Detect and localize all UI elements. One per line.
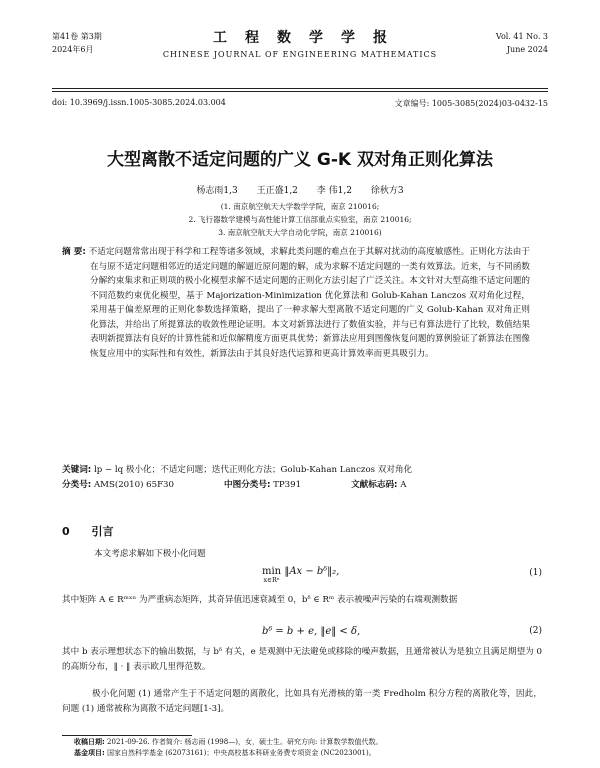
msc-class — [62, 478, 174, 490]
section-number: 0 — [62, 525, 70, 538]
fund-text: 国家自然科学基金 (62073161)；中央高校基本科研业务费专项资金 (NC2023001)。 — [107, 749, 376, 757]
date-en: June 2024 — [506, 45, 548, 54]
header-right — [496, 30, 548, 56]
keywords-label: 关键词: — [62, 465, 92, 475]
doi-row — [52, 98, 548, 109]
abstract-label: 摘 要: — [62, 247, 86, 257]
footnote-received — [74, 737, 383, 748]
received-label: 收稿日期: — [74, 738, 105, 746]
author: 杨志雨1,3 — [196, 186, 238, 196]
intro-paragraph: 本文考虑求解如下极小化问题 — [94, 549, 206, 559]
doc-code-label: 文献标志码: — [351, 480, 398, 490]
clc-label: 中图分类号: — [224, 480, 271, 490]
paper-title: 大型离散不适定问题的广义 G-K 双对角正则化算法 — [106, 150, 494, 170]
equation-1 — [262, 566, 339, 588]
journal-title-en: CHINESE JOURNAL OF ENGINEERING MATHEMATICS — [162, 50, 438, 59]
footnotes — [74, 737, 383, 759]
body-paragraph: 极小化问题 (1) 通常产生于不适定问题的离散化，比如具有光滑核的第一类 Fredholm 积分方程的离散化等，因此，问题 (1) 通常被称为离散不适定问题[1-3]。 — [62, 689, 542, 714]
equation-2: bᵟ = b + e, ‖e‖ < δ, — [262, 626, 361, 637]
author-list — [0, 183, 600, 196]
equation-2-number: (2) — [529, 626, 542, 636]
journal-title-cn: 工程数学学报 — [213, 30, 405, 46]
eq1-body: ‖Ax − bᵟ‖₂, — [284, 566, 340, 577]
section-heading — [62, 523, 114, 539]
keywords-text: lp − lq 极小化；不适定问题；迭代正则化方法；Golub-Kahan Lanczos 双对角化 — [93, 465, 413, 475]
clc-value: TP391 — [273, 480, 302, 490]
footnote-fund — [74, 748, 383, 759]
affiliations — [0, 200, 600, 239]
doc-code — [351, 478, 406, 490]
volume-issue-en: Vol. 41 No. 3 — [495, 32, 548, 41]
clc-class — [224, 478, 301, 490]
affiliation: 2. 飞行器数学建模与高性能计算工信部重点实验室，南京 210016; — [188, 215, 412, 224]
eq1-min: min — [262, 566, 282, 577]
body-paragraph: 其中 b 表示理想状态下的输出数据，与 bᵟ 有关，e 是观测中无法避免或移除的噪声数据，且通常被认为是独立且满足期望为 0 的高斯分布，‖ · ‖ 表示欧几里得范数。 — [62, 647, 542, 672]
received-text: 2021-09-26. 作者简介: 杨志雨 (1998—)，女，硕士生。研究方向: 计算数学数值代数。 — [107, 738, 383, 746]
abstract — [62, 245, 530, 361]
doi: doi: 10.3969/j.issn.1005-3085.2024.03.004 — [52, 98, 226, 107]
header-rule — [52, 88, 548, 89]
body-paragraph: 其中矩阵 A ∈ Rᵐˣⁿ 为严重病态矩阵，其奇异值迅速衰减至 0，bᵟ ∈ Rᵐ 表示被噪声污染的右端观测数据 — [62, 595, 458, 605]
msc-label: 分类号: — [62, 480, 92, 490]
fund-label: 基金项目: — [74, 749, 105, 757]
classification-row — [62, 478, 542, 490]
footnote-rule — [62, 735, 192, 736]
author: 徐秋方3 — [370, 186, 404, 196]
volume-issue-cn: 第41卷 第3期 — [52, 32, 102, 41]
affiliation: 3. 南京航空航天大学自动化学院，南京 210016) — [218, 228, 382, 237]
author: 王正盛1,2 — [256, 186, 298, 196]
author: 李 伟1,2 — [316, 186, 352, 196]
section-title: 引言 — [91, 525, 114, 538]
abstract-text: 不适定问题常常出现于科学和工程等诸多领域，求解此类问题的难点在于其解对扰动的高度敏感性。正则化方法由于在与原不适定问题相邻近的适定问题的解逼近原问题的解，成为求解不适定问题的一类有效算法。近来，与不同函数分解约束集求和正则项的极小化模型求解不适定问题的正则化方法引起了广泛关注。本文针对大型高维不适定问题的不同范数约束优化模型，基于 Majorization-Minimization 优化算法和 Golub-Kahan Lanczos 双对角化过程，采用基于偏差原理的正则化参数选择策略，提出了一种求解大型离散不适定问题的广义 Golub-Kahan 双对角正则化算法，并给出了所提算法的收敛性理论证明。本文对新算法进行了数值实验，并与已有算法进行了比较，数值结果表明新提算法有良好的计算性能和近似解精度方面更具优势；新算法应用到图像恢复问题的算例验证了新算法在图像恢复应用中的实际性和有效性，新算法由于其良好迭代运算和更高计算效率而更具吸引力。 — [88, 247, 530, 359]
equation-1-number: (1) — [529, 568, 542, 578]
header-rule-thin — [52, 91, 548, 92]
doc-code-value: A — [400, 480, 407, 490]
msc-value: AMS(2010) 65F30 — [93, 480, 174, 490]
date-cn: 2024年6月 — [52, 45, 94, 54]
eq1-subscript: x∈Rⁿ — [263, 576, 280, 584]
keywords — [62, 463, 542, 477]
article-number: 文章编号: 1005-3085(2024)03-0432-15 — [394, 99, 548, 108]
affiliation: (1. 南京航空航天大学数学学院，南京 210016; — [220, 202, 380, 211]
